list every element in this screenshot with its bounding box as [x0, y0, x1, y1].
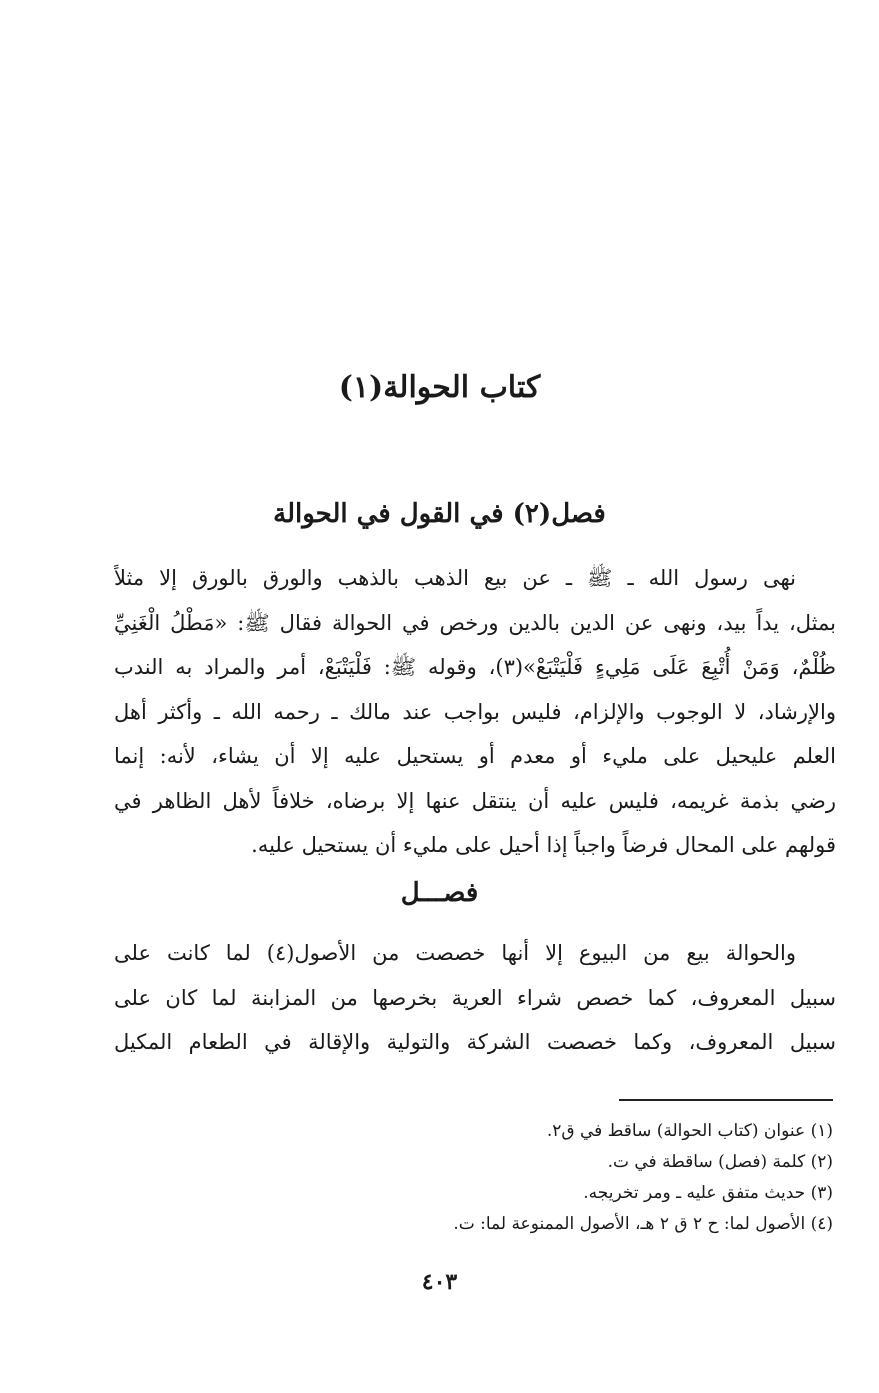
- footnotes: [113, 1116, 833, 1240]
- section-title: فصل(٢) في القول في الحوالة: [273, 499, 606, 529]
- footnote: (٣) حديث متفق عليه ـ ومر تخريجه.: [583, 1183, 833, 1203]
- paragraph-line: سبيل المعروف، كما خصص شراء العرية بخرصها من المزابنة لما كان على: [114, 985, 836, 1010]
- footnote: (٢) كلمة (فصل) ساقطة في ت.: [607, 1152, 833, 1172]
- paragraph-line: بمثل، يداً بيد، ونهى عن الدين بالدين ورخص في الحوالة فقال ﷺ: «مَطْلُ الْغَنِيِّ: [114, 610, 836, 635]
- paragraph-line: رضي بذمة غريمه، فليس عليه أن ينتقل عنها إلا برضاه، خلافاً لأهل الظاهر في: [114, 788, 836, 813]
- paragraph-line: نهى رسول الله ـ ﷺ ـ عن بيع الذهب بالذهب والورق بالورق إلا مثلاً: [114, 566, 796, 590]
- fasl-heading: فصـــل: [400, 878, 479, 908]
- book-title: كتاب الحوالة(١): [338, 370, 541, 405]
- paragraph-line: العلم عليحيل على مليء أو معدم أو يستحيل عليه إلا أن يشاء، لأنه: إنما: [114, 744, 836, 768]
- footnote: (٤) الأصول لما: ح ٢ ق ٢ هـ، الأصول الممنوعة لما: ت.: [453, 1214, 833, 1234]
- paragraph-line: ظُلْمٌ، وَمَنْ أُتْبِعَ عَلَى مَلِيءٍ فَلْيَتْبَعْ»(٣)، وقوله ﷺ: فَلْيَتْبَعْ، أمر والمراد به الندب: [114, 655, 836, 679]
- paragraph-line: والحوالة بيع من البيوع إلا أنها خصصت من الأصول(٤) لما كانت على: [114, 941, 796, 965]
- paragraph-1: [114, 556, 836, 868]
- paragraph-line: سبيل المعروف، وكما خصصت الشركة والتولية والإقالة في الطعام المكيل: [114, 1030, 836, 1054]
- page-number: ٤٠٣: [421, 1269, 458, 1295]
- paragraph-line: والإرشاد، لا الوجوب والإلزام، فليس بواجب عند مالك ـ رحمه الله ـ وأكثر أهل: [114, 699, 836, 724]
- paragraph-line: قولهم على المحال فرضاً واجباً إذا أحيل على مليء أن يستحيل عليه.: [251, 833, 836, 857]
- footnote: (١) عنوان (كتاب الحوالة) ساقط في ق٢.: [546, 1121, 833, 1141]
- footnote-separator: [619, 1099, 833, 1101]
- paragraph-2: [114, 931, 836, 1065]
